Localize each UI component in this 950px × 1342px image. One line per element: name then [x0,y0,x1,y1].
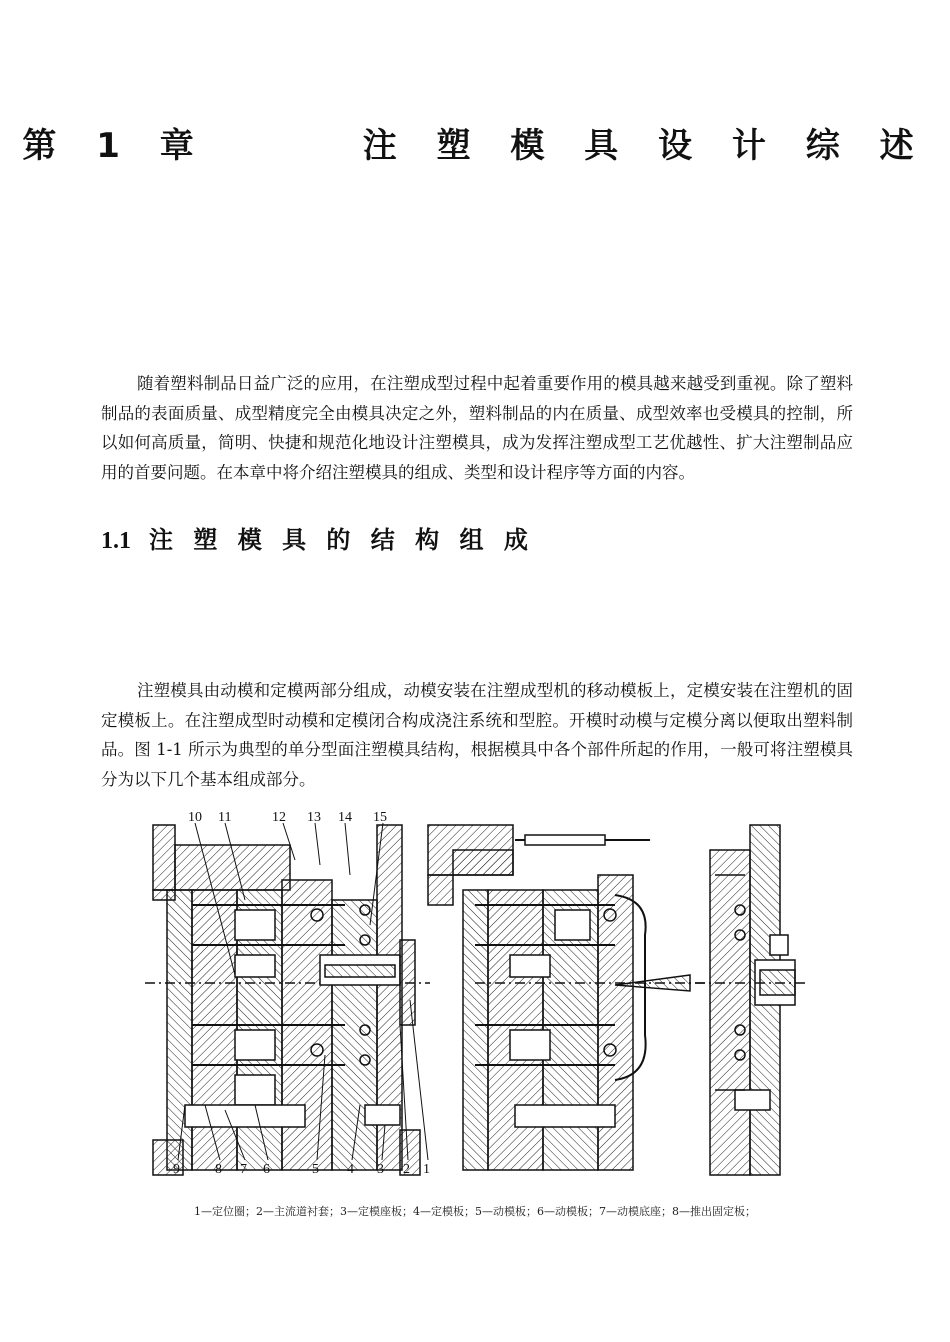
mold-structure-figure [145,805,805,1180]
mold-drawing [145,805,805,1180]
figure-label-10: 10 [188,810,202,825]
figure-label-15: 15 [373,810,387,825]
chapter-title: 第 1 章 注 塑 模 具 设 计 综 述 [22,126,928,166]
figure-label-3: 3 [377,1162,384,1177]
figure-label-1: 1 [423,1162,430,1177]
figure-label-7: 7 [240,1162,247,1177]
figure-label-4: 4 [347,1162,354,1177]
figure-label-6: 6 [263,1162,270,1177]
figure-caption: 1—定位圈；2—主流道衬套；3—定模座板；4—定模板；5—动模板；6—动模板；7—动模底座；8—推出固定板； [194,1205,756,1218]
figure-label-9: 9 [173,1162,180,1177]
intro-paragraph: 随着塑料制品日益广泛的应用，在注塑成型过程中起着重要作用的模具越来越受到重视。除了塑料制品的表面质量、成型精度完全由模具决定之外，塑料制品的内在质量、成型效率也受模具的控制，所以如何高质量，简明、快捷和规范化地设计注塑模具，成为发挥注塑成型工艺优越性、扩大注塑制品应用的首要问题。在本章中将介绍注塑模具的组成、类型和设计程序等方面的内容。 [101,374,853,482]
figure-label-12: 12 [272,810,286,825]
figure-label-11: 11 [218,810,232,825]
section-paragraph: 注塑模具由动模和定模两部分组成，动模安装在注塑成型机的移动模板上，定模安装在注塑机的固定模板上。在注塑成型时动模和定模闭合构成浇注系统和型腔。开模时动模与定模分离以便取出塑料制品。图 1-1 所示为典型的单分型面注塑模具结构，根据模具中各个部件所起的作用，一般可将注塑模具分为以下几个基本组成部分。 [101,681,853,789]
figure-label-5: 5 [312,1162,319,1177]
figure-label-8: 8 [215,1162,222,1177]
section-heading [101,520,534,555]
section-title: 注 塑 模 具 的 结 构 组 成 [149,526,534,554]
figure-label-13: 13 [307,810,321,825]
figure-label-14: 14 [338,810,352,825]
figure-label-2: 2 [403,1162,410,1177]
section-number: 1.1 [101,528,131,554]
